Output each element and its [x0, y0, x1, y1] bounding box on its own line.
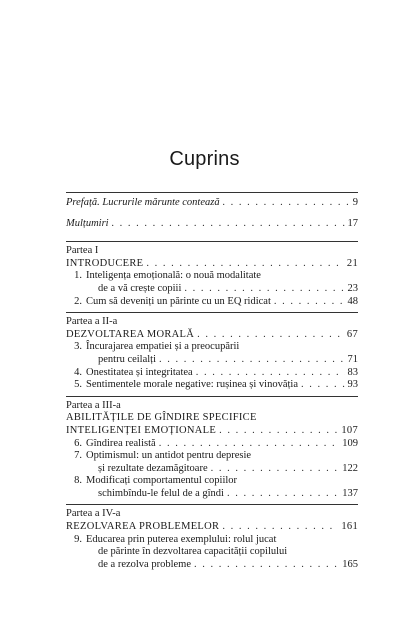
toc-page-number: 165	[342, 558, 358, 570]
table-of-contents	[66, 192, 358, 571]
toc-part	[66, 400, 358, 501]
toc-page-number: 109	[342, 437, 358, 449]
toc-entry-text: Cum să deveniți un părinte cu un EQ ridicat	[86, 295, 271, 307]
toc-entry-text: REZOLVAREA PROBLEMELOR	[66, 521, 220, 533]
chapter-last-line[interactable]	[86, 296, 358, 309]
chapter-number: 8.	[74, 475, 82, 487]
chapter-last-line[interactable]	[86, 559, 358, 572]
part-label: Partea I	[66, 245, 99, 257]
chapter-entry[interactable]	[66, 450, 358, 475]
part-heading-entry[interactable]	[66, 425, 358, 438]
chapter-entry[interactable]	[66, 475, 358, 500]
part-heading: ABILITĂȚILE DE GÎNDIRE SPECIFICE	[66, 412, 257, 424]
part-heading-entry[interactable]	[66, 329, 358, 342]
toc-part	[66, 316, 358, 392]
chapter-last-line[interactable]	[86, 463, 358, 476]
toc-page-number: 48	[347, 295, 358, 307]
dot-leader	[194, 559, 339, 572]
dot-leader	[301, 379, 345, 392]
toc-page-number: 93	[347, 379, 358, 391]
part-heading-entry[interactable]	[66, 258, 358, 271]
dot-leader	[146, 258, 344, 271]
chapter-number: 7.	[74, 450, 82, 462]
toc-entry-text: schimbîndu-le felul de a gîndi	[98, 487, 224, 499]
toc-entry-preface[interactable]	[66, 197, 358, 210]
chapter-last-line[interactable]	[86, 354, 358, 367]
dot-leader	[219, 425, 338, 438]
toc-part	[66, 245, 358, 308]
chapter-last-line[interactable]	[86, 367, 358, 380]
toc-page-number: 23	[347, 282, 358, 294]
toc-page-number: 71	[347, 353, 358, 365]
chapter-entry[interactable]	[66, 341, 358, 366]
divider-rule	[66, 504, 358, 505]
toc-entry-text: INTRODUCERE	[66, 257, 144, 269]
chapter-number: 2.	[74, 295, 82, 307]
dot-leader	[211, 463, 340, 476]
chapter-number: 4.	[74, 366, 82, 378]
chapter-last-line[interactable]	[86, 379, 358, 392]
divider-rule	[66, 312, 358, 313]
toc-entry-text: Mulțumiri	[66, 217, 109, 229]
page-title: Cuprins	[169, 148, 240, 170]
part-label: Partea a III-a	[66, 399, 121, 411]
chapter-entry[interactable]	[66, 367, 358, 380]
toc-page-number: 107	[341, 424, 358, 436]
toc-page-number: 83	[347, 366, 358, 378]
chapter-entry[interactable]	[66, 270, 358, 295]
divider-rule	[66, 396, 358, 397]
dot-leader	[223, 197, 350, 210]
chapter-entry[interactable]	[66, 534, 358, 572]
toc-part	[66, 508, 358, 571]
chapter-number: 5.	[74, 379, 82, 391]
dot-leader	[112, 218, 345, 231]
toc-page-number: 17	[347, 217, 358, 229]
chapter-title-line: Optimismul: un antidot pentru depresie	[86, 450, 252, 462]
toc-entry-text: INTELIGENȚEI EMOȚIONALE	[66, 424, 217, 436]
chapter-number: 3.	[74, 341, 82, 353]
chapter-title-line: Modificați comportamentul copiilor	[86, 475, 238, 487]
chapter-number: 6.	[74, 437, 82, 449]
chapter-entry[interactable]	[66, 438, 358, 451]
chapter-last-line[interactable]	[86, 283, 358, 296]
toc-page-number: 9	[352, 197, 358, 208]
part-label: Partea a IV-a	[66, 508, 121, 520]
parts-list	[66, 245, 358, 571]
chapter-last-line[interactable]	[86, 438, 358, 451]
dot-leader	[227, 488, 339, 501]
toc-page-number: 161	[341, 521, 358, 533]
toc-entry-text: Onestitatea și integritatea	[86, 366, 193, 378]
toc-page-number: 67	[346, 328, 358, 340]
dot-leader	[159, 354, 344, 367]
dot-leader	[184, 283, 344, 296]
chapter-title-line: Încurajarea empatiei și a preocupării	[86, 341, 240, 353]
toc-entry-text: de a vă crește copiii	[98, 282, 182, 294]
chapter-last-line[interactable]	[86, 488, 358, 501]
dot-leader	[274, 296, 345, 309]
dot-leader	[197, 329, 344, 342]
part-label: Partea a II-a	[66, 316, 118, 328]
divider-rule	[66, 241, 358, 242]
toc-page-number: 21	[346, 257, 358, 269]
toc-entry-text: DEZVOLTAREA MORALĂ	[66, 328, 195, 340]
top-rule	[66, 192, 358, 193]
toc-entry-thanks[interactable]	[66, 218, 358, 231]
chapter-number: 9.	[74, 533, 82, 545]
toc-entry-text: și rezultate dezamăgitoare	[98, 462, 208, 474]
toc-page-number: 137	[342, 487, 358, 499]
chapter-entry[interactable]	[66, 296, 358, 309]
dot-leader	[196, 367, 345, 380]
toc-entry-text: Prefață. Lucrurile mărunte contează	[66, 197, 220, 208]
chapter-title-line: de părinte în dezvoltarea capacității copilului	[98, 546, 288, 558]
chapter-entry[interactable]	[66, 379, 358, 392]
dot-leader	[222, 521, 338, 534]
chapter-number: 1.	[74, 270, 82, 282]
toc-entry-text: de a rezolva probleme	[98, 558, 191, 570]
chapter-title-line: Educarea prin puterea exemplului: rolul jucat	[86, 533, 277, 545]
toc-page-number: 122	[342, 462, 358, 474]
part-heading-entry[interactable]	[66, 521, 358, 534]
dot-leader	[159, 438, 340, 451]
toc-entry-text: Gîndirea realistă	[86, 437, 156, 449]
toc-entry-text: pentru ceilalți	[98, 353, 157, 365]
toc-entry-text: Sentimentele morale negative: rușinea și vinovăția	[86, 379, 298, 391]
chapter-title-line: Inteligența emoțională: o nouă modalitate	[86, 270, 261, 282]
